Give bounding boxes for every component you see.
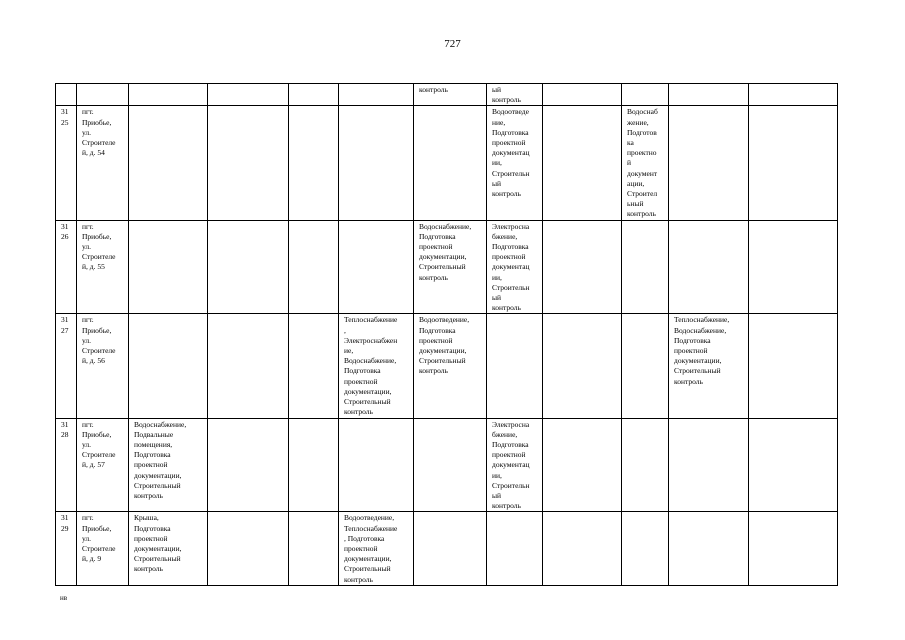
work-cell [129,220,208,314]
work-cell [622,418,669,512]
work-cell [622,512,669,585]
work-cell [487,314,543,418]
work-cell [339,418,414,512]
work-cell [749,220,838,314]
table-row [56,106,838,220]
work-cell [414,512,487,585]
work-cell [414,314,487,418]
work-cell [289,314,339,418]
work-cell [669,220,749,314]
cell-text: Теплоснабжение , Электроснабжен ие, Водоснабжение, Подготовка проектной документации, Строительный контроль [344,315,398,417]
work-cell [339,220,414,314]
work-cell [749,314,838,418]
address-cell [77,314,129,418]
work-cell [749,84,838,106]
cell-text: пгт. Приобье, ул. Строителе й, д. 56 [82,315,116,366]
table-row [56,418,838,512]
cell-text: Водоснабжение, Подвальные помещения, Подготовка проектной документации, Строительный контроль [134,419,187,500]
cell-text: пгт. Приобье, ул. Строителе й, д. 57 [82,419,116,470]
cell-text: 31 27 [61,315,69,335]
work-cell [487,106,543,220]
row-number-cell [56,84,77,106]
work-cell [208,220,289,314]
row-number-cell [56,220,77,314]
cell-text: пгт. Приобье, ул. Строителе й, д. 9 [82,513,116,564]
work-cell [622,84,669,106]
cell-text: Теплоснабжение, Водоснабжение, Подготовка проектной документации, Строительный контроль [674,315,730,386]
work-cell [289,84,339,106]
work-cell [543,220,622,314]
cell-text: Электросна бжение, Подготовка проектной документац ии, Строительн ый контроль [492,221,530,313]
footer-mark: нв [60,594,68,602]
work-cell [622,106,669,220]
work-cell [129,512,208,585]
cell-text: Водоотведение, Теплоснабжение , Подготовка проектной документации, Строительный контроль [344,513,398,584]
cell-text: контроль [419,85,448,94]
work-cell [487,418,543,512]
work-cell [669,106,749,220]
work-cell [208,314,289,418]
work-cell [289,418,339,512]
work-cell [208,512,289,585]
work-cell [289,220,339,314]
work-cell [487,512,543,585]
work-cell [487,220,543,314]
work-cell [669,314,749,418]
cell-text: Электросна бжение, Подготовка проектной документац ии, Строительн ый контроль [492,419,530,511]
cell-text: Водоснаб жение, Подготов ка проектно й документ ации, Строител ьный контроль [627,107,658,219]
work-cell [669,84,749,106]
work-cell [129,418,208,512]
work-cell [487,84,543,106]
work-cell [749,106,838,220]
work-cell [339,512,414,585]
work-cell [289,106,339,220]
cell-text: Водоотведение, Подготовка проектной документации, Строительный контроль [419,315,470,376]
work-cell [208,84,289,106]
address-cell [77,84,129,106]
address-cell [77,512,129,585]
address-cell [77,418,129,512]
page-number: 727 [444,38,461,50]
cell-text: ый контроль [492,85,521,105]
work-cell [543,314,622,418]
work-cell [669,512,749,585]
work-cell [414,220,487,314]
row-number-cell [56,314,77,418]
work-cell [208,106,289,220]
work-cell [339,84,414,106]
cell-text: Крыша, Подготовка проектной документации, Строительный контроль [134,513,182,574]
table-row [56,512,838,585]
cell-text: 31 25 [61,107,69,127]
address-cell [77,220,129,314]
work-cell [414,418,487,512]
work-cell [129,314,208,418]
cell-text: 31 26 [61,221,69,241]
work-cell [543,418,622,512]
table-row [56,314,838,418]
work-cell [129,84,208,106]
cell-text: 31 29 [61,513,69,533]
cell-text: пгт. Приобье, ул. Строителе й, д. 54 [82,107,116,158]
row-number-cell [56,418,77,512]
address-cell [77,106,129,220]
work-cell [414,106,487,220]
work-cell [622,220,669,314]
cell-text: 31 28 [61,419,69,439]
work-cell [622,314,669,418]
work-cell [543,512,622,585]
work-cell [543,106,622,220]
work-cell [208,418,289,512]
cell-text: пгт. Приобье, ул. Строителе й, д. 55 [82,221,116,272]
work-cell [129,106,208,220]
cell-text: Водоотведе ние, Подготовка проектной документац ии, Строительн ый контроль [492,107,530,199]
cell-text: Водоснабжение, Подготовка проектной документации, Строительный контроль [419,221,472,282]
row-number-cell [56,106,77,220]
work-cell [749,418,838,512]
work-cell [669,418,749,512]
work-schedule-table [55,83,838,586]
work-cell [289,512,339,585]
row-number-cell [56,512,77,585]
table-row [56,220,838,314]
work-cell [339,314,414,418]
work-cell [543,84,622,106]
table-row [56,84,838,106]
work-cell [749,512,838,585]
work-cell [339,106,414,220]
work-cell [414,84,487,106]
